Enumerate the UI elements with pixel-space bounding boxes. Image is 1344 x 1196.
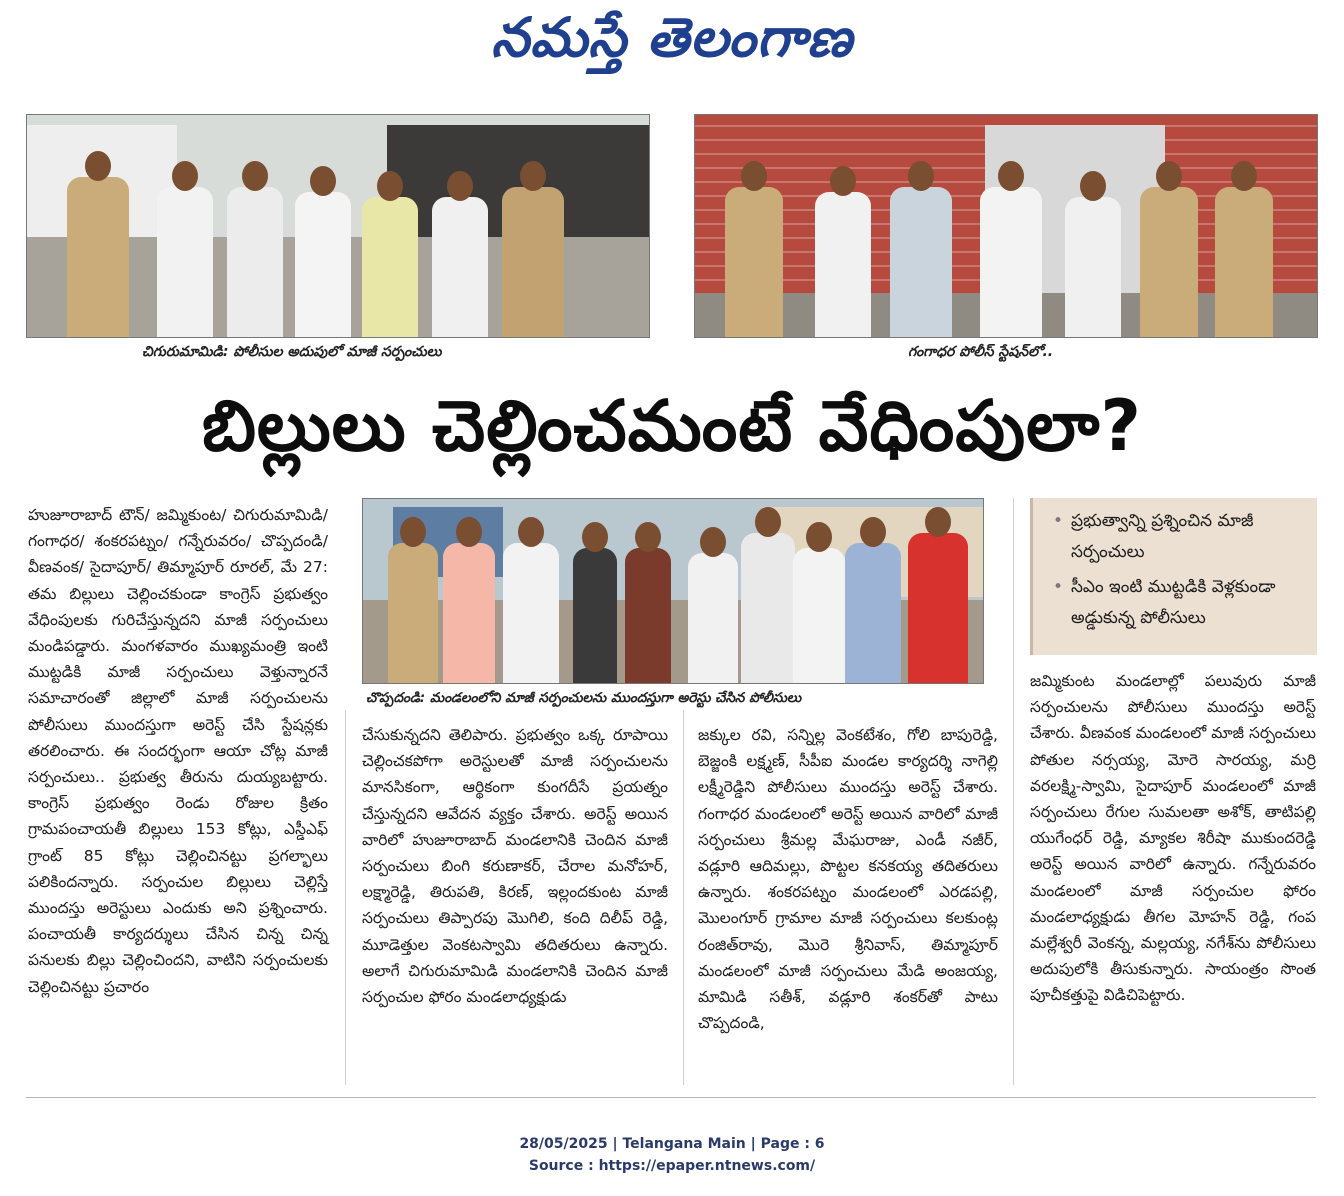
photo-caption-right: గంగాధర పోలీస్ స్టేషన్‌లో.. xyxy=(908,344,1054,360)
column-divider xyxy=(345,710,346,1085)
photo-caption-center: చొప్పదండి: మండలంలోని మాజీ సర్పంచులను ముందస్తుగా అరెస్టు చేసిన పోలీసులు xyxy=(366,690,802,706)
column-divider xyxy=(683,710,684,1085)
footer-date-page: 28/05/2025 | Telangana Main | Page : 6 xyxy=(519,1136,825,1152)
highlights-box xyxy=(1030,498,1317,655)
highlight-text: ప్రభుత్వాన్ని ప్రశ్నించిన మాజీ సర్పంచులు xyxy=(1071,511,1254,562)
article-text: జమ్మికుంట మండలాల్లో పలువురు మాజీ సర్పంచులను పోలీసులు ముందస్తు అరెస్ట్ చేశారు. వీణవంక మండలంలో మాజీ సర్పంచులు పోతుల నర్సయ్య, మోరె సారయ్య, మర్రి వరలక్ష్మి-స్వామి, సైదాపూర్ మండలంలో మాజీ సర్పంచులు రేగుల సుమలతా అశోక్, తాటిపల్లి యుగేంధర్ రెడ్డి, మ్యాకల శిరీషా ముకుందరెడ్డి అరెస్ట్ అయిన వారిలో ఉన్నారు. గన్నేరువరం మండలంలో మాజీ సర్పంచుల ఫోరం మండలాధ్యక్షుడు తీగల మోహన్ రెడ్డి, గంప మల్లేశ్వరీ వెంకన్న, మల్లయ్య, నగేశ్‌ను పోలీసులు అదుపులోకి తీసుకున్నారు. సాయంత్రం సొంత పూచీకత్తుపై విడిచిపెట్టారు. xyxy=(1030,672,1316,1005)
article-column-4 xyxy=(1030,668,1316,1009)
photo-caption-left: చిగురుమామిడి: పోలీసుల అదుపులో మాజీ సర్పంచులు xyxy=(142,344,442,360)
article-text: హుజూరాబాద్ టౌన్/ జమ్మికుంట/ చిగురుమామిడి/ గంగాధర/ శంకరపట్నం/ గన్నేరువరం/ చొప్పదండి/వీణవంక/ సైదాపూర్/ తిమ్మాపూర్ రూరల్, మే 27: తమ బిల్లులు చెల్లించకుండా కాంగ్రెస్ ప్రభుత్వం వేధింపులకు గురిచేస్తున్నదని మాజీ సర్పంచులు మండిపడ్డారు. మంగళవారం ముఖ్యమంత్రి ఇంటి ముట్టడికి మాజీ సర్పంచులు వెళ్తున్నారనే సమాచారంతో జిల్లాలో మాజీ సర్పంచులను పోలీసులు ముందస్తుగా అరెస్ట్ చేసి స్టేషన్లకు తరలించారు. ఈ సందర్భంగా ఆయా చోట్ల మాజీ సర్పంచులు.. ప్రభుత్వ తీరును దుయ్యబట్టారు. కాంగ్రెస్ ప్రభుత్వం రెండు రోజుల క్రితం గ్రామపంచాయతీ బిల్లులు 153 కోట్లు, ఎస్డీఎఫ్ గ్రాంట్ 85 కోట్లు చెల్లించినట్టు ప్రగల్భాలు పలికిందన్నారు. సర్పంచుల బిల్లులు చెల్లిస్తే ముందస్తు అరెస్టులు ఎందుకు అని ప్రశ్నించారు. పంచాయతీ కార్యదర్శులు చేసిన చిన్న చిన్న పనులకు బిల్లు చెల్లించిందని, వాటిని సర్పంచులకు చెల్లించినట్టు ప్రచారం xyxy=(28,506,328,996)
article-headline: బిల్లులు చెల్లించమంటే వేధింపులా? xyxy=(201,385,1143,467)
newspaper-masthead: నమస్తే తెలంగాణ xyxy=(491,6,853,69)
footer-source: Source : https://epaper.ntnews.com/ xyxy=(528,1158,816,1174)
photo-chigurumamidi xyxy=(26,114,650,338)
bottom-rule xyxy=(26,1097,1316,1098)
article-column-2 xyxy=(362,722,668,1010)
highlight-text: సీఎం ఇంటి ముట్టడికి వెళ్లకుండా అడ్డుకున్న పోలీసులు xyxy=(1071,577,1276,628)
highlight-item: • సీఎం ఇంటి ముట్టడికి వెళ్లకుండా అడ్డుకున్న పోలీసులు xyxy=(1053,577,1276,628)
article-column-1 xyxy=(28,502,328,1000)
article-column-3 xyxy=(698,722,998,1036)
article-text: చేసుకున్నదని తెలిపారు. ప్రభుత్వం ఒక్క రూపాయి చెల్లించకపోగా అరెస్టులతో మాజీ సర్పంచులను మానసికంగా, ఆర్థికంగా కుంగదీసే ప్రయత్నం చేస్తున్నదని ఆవేదన వ్యక్తం చేశారు. అరెస్ట్ అయిన వారిలో హుజూరాబాద్ మండలానికి చెందిన మాజీ సర్పంచులు బింగి కరుణాకర్, చేరాల మనోహర్, లక్ష్మారెడ్డి, తిరుపతి, కిరణ్, ఇల్లందకుంట మాజీ సర్పంచులు తిప్పారపు మొగిలి, కంది దిలీప్ రెడ్డి, మూడెత్తుల వెంకటస్వామి తదితరులు ఉన్నారు. అలాగే చిగురుమామిడి మండలానికి చెందిన మాజీ సర్పంచుల ఫోరం మండలాధ్యక్షుడు xyxy=(362,726,668,1007)
article-text: జక్కుల రవి, సన్నిల్ల వెంకటేశం, గోలి బాపురెడ్డి, బెజ్జంకి లక్ష్మణ్, సీపీఐ మండల కార్యదర్శి నాగెల్లి లక్ష్మీరెడ్డిని పోలీసులు ముందస్తు అరెస్ట్ చేశారు. గంగాధర మండలంలో అరెస్ట్ అయిన వారిలో మాజీ సర్పంచులు శ్రీమల్ల మేఘరాజు, ఎండీ నజీర్, వడ్లూరి ఆదిమల్లు, పొట్టల కనకయ్య తదితరులు ఉన్నారు. శంకరపట్నం మండలంలో ఎరడపల్లి, మొలంగూర్ గ్రామాల మాజీ సర్పంచులు కలకుంట్ల రంజిత్‌రావు, మొరె శ్రీనివాస్, తిమ్మాపూర్ మండలంలో మాజీ సర్పంచులు మేడి అంజయ్య, మామిడి సతీశ్, వడ్లూరి శంకర్‌తో పాటు చొప్పదండి, xyxy=(698,726,998,1033)
highlight-item: • ప్రభుత్వాన్ని ప్రశ్నించిన మాజీ సర్పంచులు xyxy=(1053,511,1254,562)
photo-choppadandi xyxy=(362,498,984,684)
column-divider xyxy=(1013,498,1014,1085)
photo-gangadhara-station xyxy=(694,114,1318,338)
